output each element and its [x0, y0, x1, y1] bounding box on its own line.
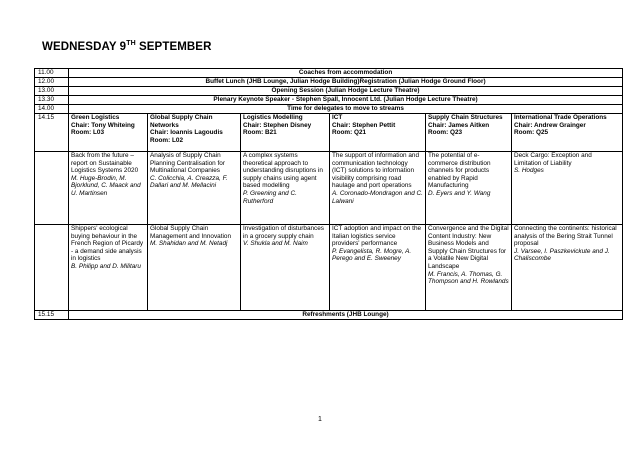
paper-authors: D. Eyers and Y. Wang — [428, 189, 491, 197]
paper-title: Deck Cargo: Exception and Limitation of Liability — [514, 152, 592, 167]
paper-authors: S. Hodges — [514, 167, 544, 175]
paper-title: ICT adoption and impact on the Italian logistics service providers' performance — [332, 225, 422, 248]
page-number: 1 — [318, 416, 322, 423]
paper-row — [35, 225, 623, 311]
time-cell — [35, 152, 69, 225]
schedule-row-1100 — [35, 69, 623, 78]
time-cell: 15.15 — [35, 311, 69, 320]
session-cell: Coaches from accommodation — [69, 69, 623, 78]
month-label: SEPTEMBER — [139, 41, 212, 53]
paper-cell — [69, 152, 148, 225]
paper-title: Global Supply Chain Management and Innovation — [150, 225, 232, 240]
paper-title: Connecting the continents: historical analysis of the Bering Strait Tunnel proposal — [514, 225, 617, 248]
paper-cell — [241, 152, 330, 225]
session-cell: Opening Session (Julian Hodge Lecture Theatre) — [69, 87, 623, 96]
paper-title: Investigation of disturbances in a grocery supply chain — [243, 225, 324, 240]
paper-title: Back from the future – report on Sustainable Logistics Systems 2020 — [71, 152, 139, 175]
paper-cell — [426, 225, 512, 311]
session-cell: Buffet Lunch (JHB Lounge, Julian Hodge Building)Registration (Julian Hodge Ground Floor) — [69, 78, 623, 87]
schedule-row-1515 — [35, 311, 623, 320]
paper-cell — [330, 225, 426, 311]
paper-authors: J. Varsee, I. Paszkevickute and J. Chaliscombe — [514, 247, 610, 263]
day-label: WEDNESDAY 9 — [42, 41, 127, 53]
paper-authors: V. Shukla and M. Naim — [243, 240, 308, 248]
schedule-row-1400 — [35, 105, 623, 114]
stream-header: Logistics Modelling Chair: Stephen Disney Room: B21 — [241, 114, 330, 152]
session-cell: Plenary Keynote Speaker - Stephen Spall, Innocent Ltd. (Julian Hodge Lecture Theatre) — [69, 96, 623, 105]
paper-title: Convergence and the Digital Content Industry: New Business Models and Supply Chain Structures for a Volatile New Digital Landscape — [428, 225, 509, 270]
stream-header: Supply Chain Structures Chair: James Aitken Room: Q23 — [426, 114, 512, 152]
paper-cell — [512, 152, 623, 225]
stream-header: International Trade Operations Chair: Andrew Grainger Room: Q25 — [512, 114, 623, 152]
time-cell: 13.30 — [35, 96, 69, 105]
paper-authors: M. Francis, A. Thomas, G. Thompson and H. Rowlands — [428, 270, 509, 286]
paper-cell — [148, 152, 241, 225]
paper-title: A complex systems theoretical approach to understanding disruptions in supply chains using agent based modelling — [243, 152, 323, 190]
stream-header: Global Supply Chain Networks Chair: Ioannis Lagoudis Room: L02 — [148, 114, 241, 152]
stream-header: ICT Chair: Stephen Pettit Room: Q21 — [330, 114, 426, 152]
schedule-table — [34, 68, 623, 320]
paper-title: Analysis of Supply Chain Planning Centralisation for Multinational Companies — [150, 152, 225, 175]
time-cell: 14.15 — [35, 114, 69, 152]
paper-cell — [426, 152, 512, 225]
paper-authors: A. Coronado-Mondragon and C. Lalwani — [332, 189, 423, 205]
paper-authors: P. Evangelista, R. Mogre, A. Perego and E. Sweeney — [332, 247, 412, 263]
paper-authors: M. Shahidan and M. Netadj — [150, 240, 228, 248]
time-cell — [35, 225, 69, 311]
time-cell: 13.00 — [35, 87, 69, 96]
paper-authors: P. Greening and C. Rutherford — [243, 189, 297, 205]
schedule-row-1330 — [35, 96, 623, 105]
time-cell: 14.00 — [35, 105, 69, 114]
schedule-row-1300 — [35, 87, 623, 96]
paper-title: The support of information and communication technology (ICT) solutions to information visibility comprising road haulage and port operations — [332, 152, 420, 190]
paper-authors: B. Philipp and D. Militaru — [71, 262, 141, 270]
paper-cell — [241, 225, 330, 311]
day-suffix: TH — [126, 40, 136, 47]
paper-row — [35, 152, 623, 225]
session-cell: Refreshments (JHB Lounge) — [69, 311, 623, 320]
schedule-row-1200 — [35, 78, 623, 87]
time-cell: 12.00 — [35, 78, 69, 87]
stream-header-row — [35, 114, 623, 152]
paper-cell — [512, 225, 623, 311]
paper-cell — [148, 225, 241, 311]
page-title — [42, 40, 211, 53]
paper-cell — [330, 152, 426, 225]
time-cell: 11.00 — [35, 69, 69, 78]
session-cell: Time for delegates to move to streams — [69, 105, 623, 114]
stream-header: Green Logistics Chair: Tony Whiteing Room: L03 — [69, 114, 148, 152]
paper-authors: C. Colicchia, A. Creazza, F. Dallari and M. Mellacini — [150, 174, 228, 190]
paper-title: Shippers' ecological buying behaviour in the French Region of Picardy - a demand side analysis in logistics — [71, 225, 144, 263]
paper-cell — [69, 225, 148, 311]
paper-title: The potential of e-commerce distribution channels for products enabled by Rapid Manufacturing — [428, 152, 491, 190]
paper-authors: M. Huge-Brodin, M. Bjorklund, C. Maack and U. Martinsen — [71, 174, 141, 197]
